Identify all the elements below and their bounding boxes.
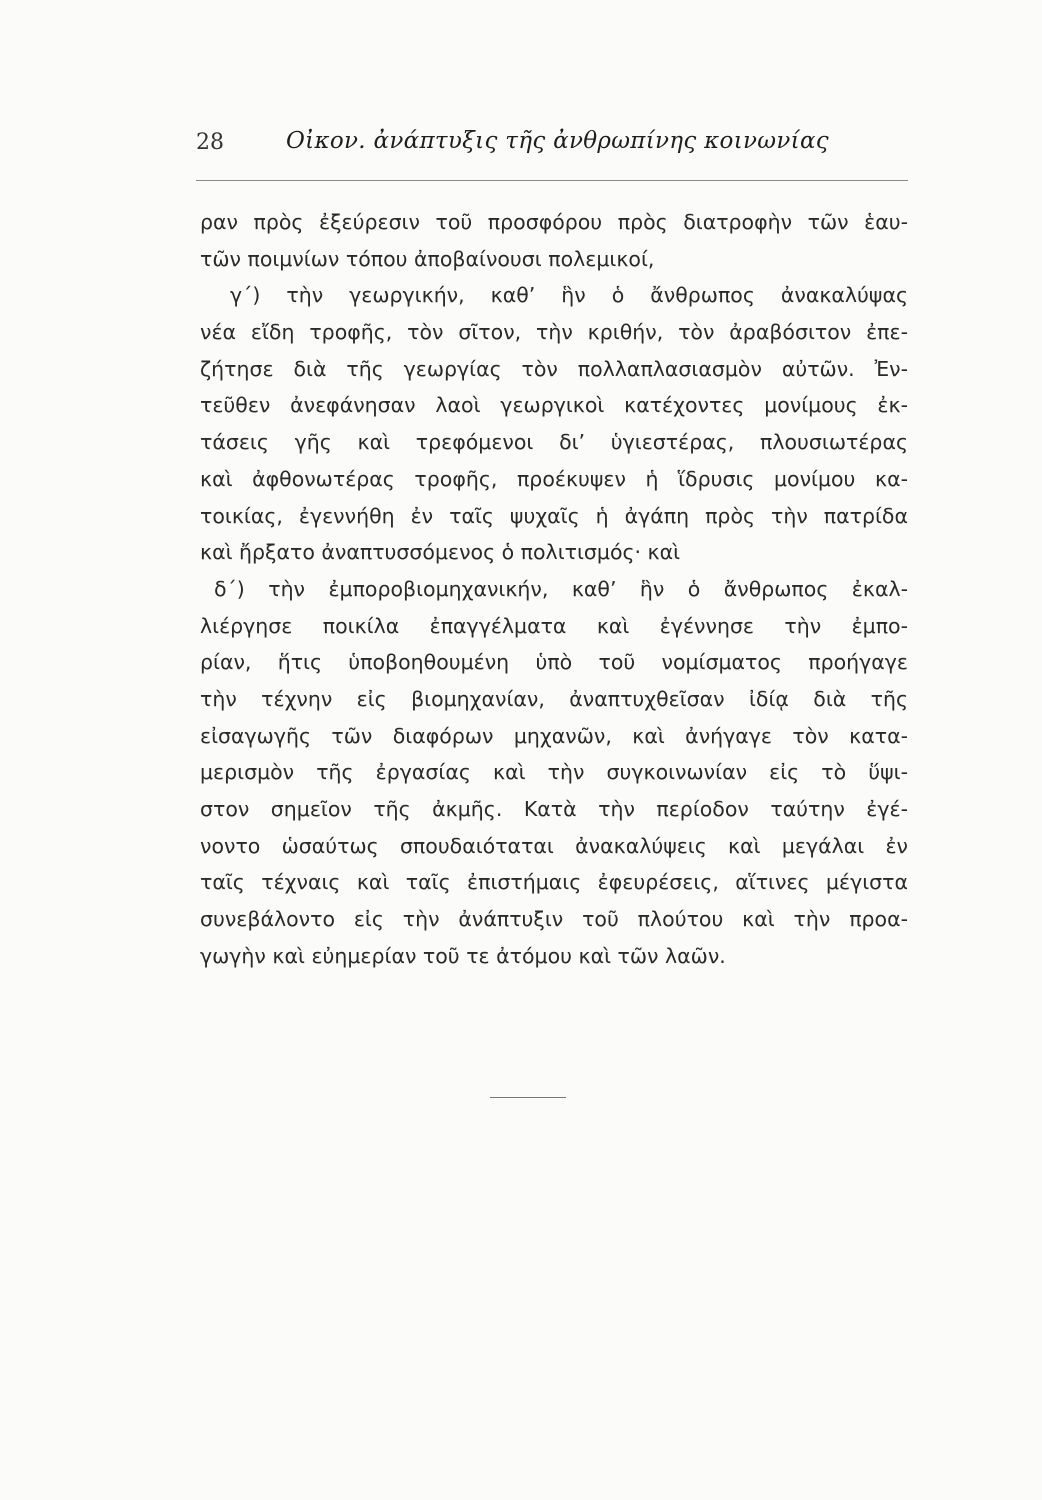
text-line: εἰσαγωγῆς τῶν διαφόρων μηχανῶν, καὶ ἀνήγαγε τὸν κατα- bbox=[200, 723, 908, 748]
page-number: 28 bbox=[196, 130, 224, 155]
page-header bbox=[196, 126, 908, 174]
text-line: τεῦθεν ἀνεφάνησαν λαοὶ γεωργικοὶ κατέχοντες μονίμους ἐκ- bbox=[200, 393, 908, 418]
text-line: καὶ ἤρξατο ἀναπτυσσόμενος ὁ πολιτισμός· καὶ bbox=[200, 540, 681, 565]
text-line: συνεβάλοντο εἰς τὴν ἀνάπτυξιν τοῦ πλούτου καὶ τὴν προα- bbox=[200, 907, 908, 932]
text-line: ζήτησε διὰ τῆς γεωργίας τὸν πολλαπλασιασμὸν αὐτῶν. Ἐν- bbox=[200, 356, 908, 381]
running-title: Οἰκον. ἀνάπτυξις τῆς ἀνθρωπίνης κοινωνίας bbox=[286, 128, 829, 154]
text-line: τοικίας, ἐγεννήθη ἐν ταῖς ψυχαῖς ἡ ἀγάπη πρὸς τὴν πατρίδα bbox=[200, 503, 908, 528]
header-rule bbox=[196, 180, 908, 181]
text-line: γωγὴν καὶ εὐημερίαν τοῦ τε ἀτόμου καὶ τῶν λαῶν. bbox=[200, 943, 726, 968]
text-line: ταῖς τέχναις καὶ ταῖς ἐπιστήμαις ἐφευρέσεις, αἵτινες μέγιστα bbox=[200, 870, 908, 895]
text-line: μερισμὸν τῆς ἐργασίας καὶ τὴν συγκοινωνίαν εἰς τὸ ὕψι- bbox=[200, 760, 908, 785]
text-line: τάσεις γῆς καὶ τρεφόμενοι δι’ ὑγιεστέρας, πλουσιωτέρας bbox=[200, 430, 908, 455]
text-line: νέα εἴδη τροφῆς, τὸν σῖτον, τὴν κριθήν, τὸν ἀραβόσιτον ἐπε- bbox=[200, 320, 908, 345]
closing-rule bbox=[490, 1097, 566, 1098]
text-line: γ΄) τὴν γεωργικήν, καθ’ ἣν ὁ ἄνθρωπος ἀνακαλύψας bbox=[230, 283, 908, 308]
text-line: λιέργησε ποικίλα ἐπαγγέλματα καὶ ἐγέννησε τὴν ἐμπο- bbox=[200, 613, 908, 638]
text-line: ρίαν, ἥτις ὑποβοηθουμένη ὑπὸ τοῦ νομίσματος προήγαγε bbox=[200, 650, 908, 675]
text-line: τῶν ποιμνίων τόπου ἀποβαίνουσι πολεμικοί, bbox=[200, 246, 655, 271]
text-line: νοντο ὡσαύτως σπουδαιόταται ἀνακαλύψεις καὶ μεγάλαι ἐν bbox=[200, 833, 908, 858]
text-line: δ΄) τὴν ἐμποροβιομηχανικήν, καθ’ ἣν ὁ ἄνθρωπος ἐκαλ- bbox=[214, 576, 908, 601]
text-line: ραν πρὸς ἐξεύρεσιν τοῦ προσφόρου πρὸς διατροφὴν τῶν ἑαυ- bbox=[200, 210, 908, 234]
body-text bbox=[200, 204, 908, 974]
text-line: στον σημεῖον τῆς ἀκμῆς. Κατὰ τὴν περίοδον ταύτην ἐγέ- bbox=[200, 797, 908, 821]
text-line: τὴν τέχνην εἰς βιομηχανίαν, ἀναπτυχθεῖσαν ἰδίᾳ διὰ τῆς bbox=[200, 686, 908, 711]
text-line: καὶ ἀφθονωτέρας τροφῆς, προέκυψεν ἡ ἵδρυσις μονίμου κα- bbox=[200, 466, 908, 491]
